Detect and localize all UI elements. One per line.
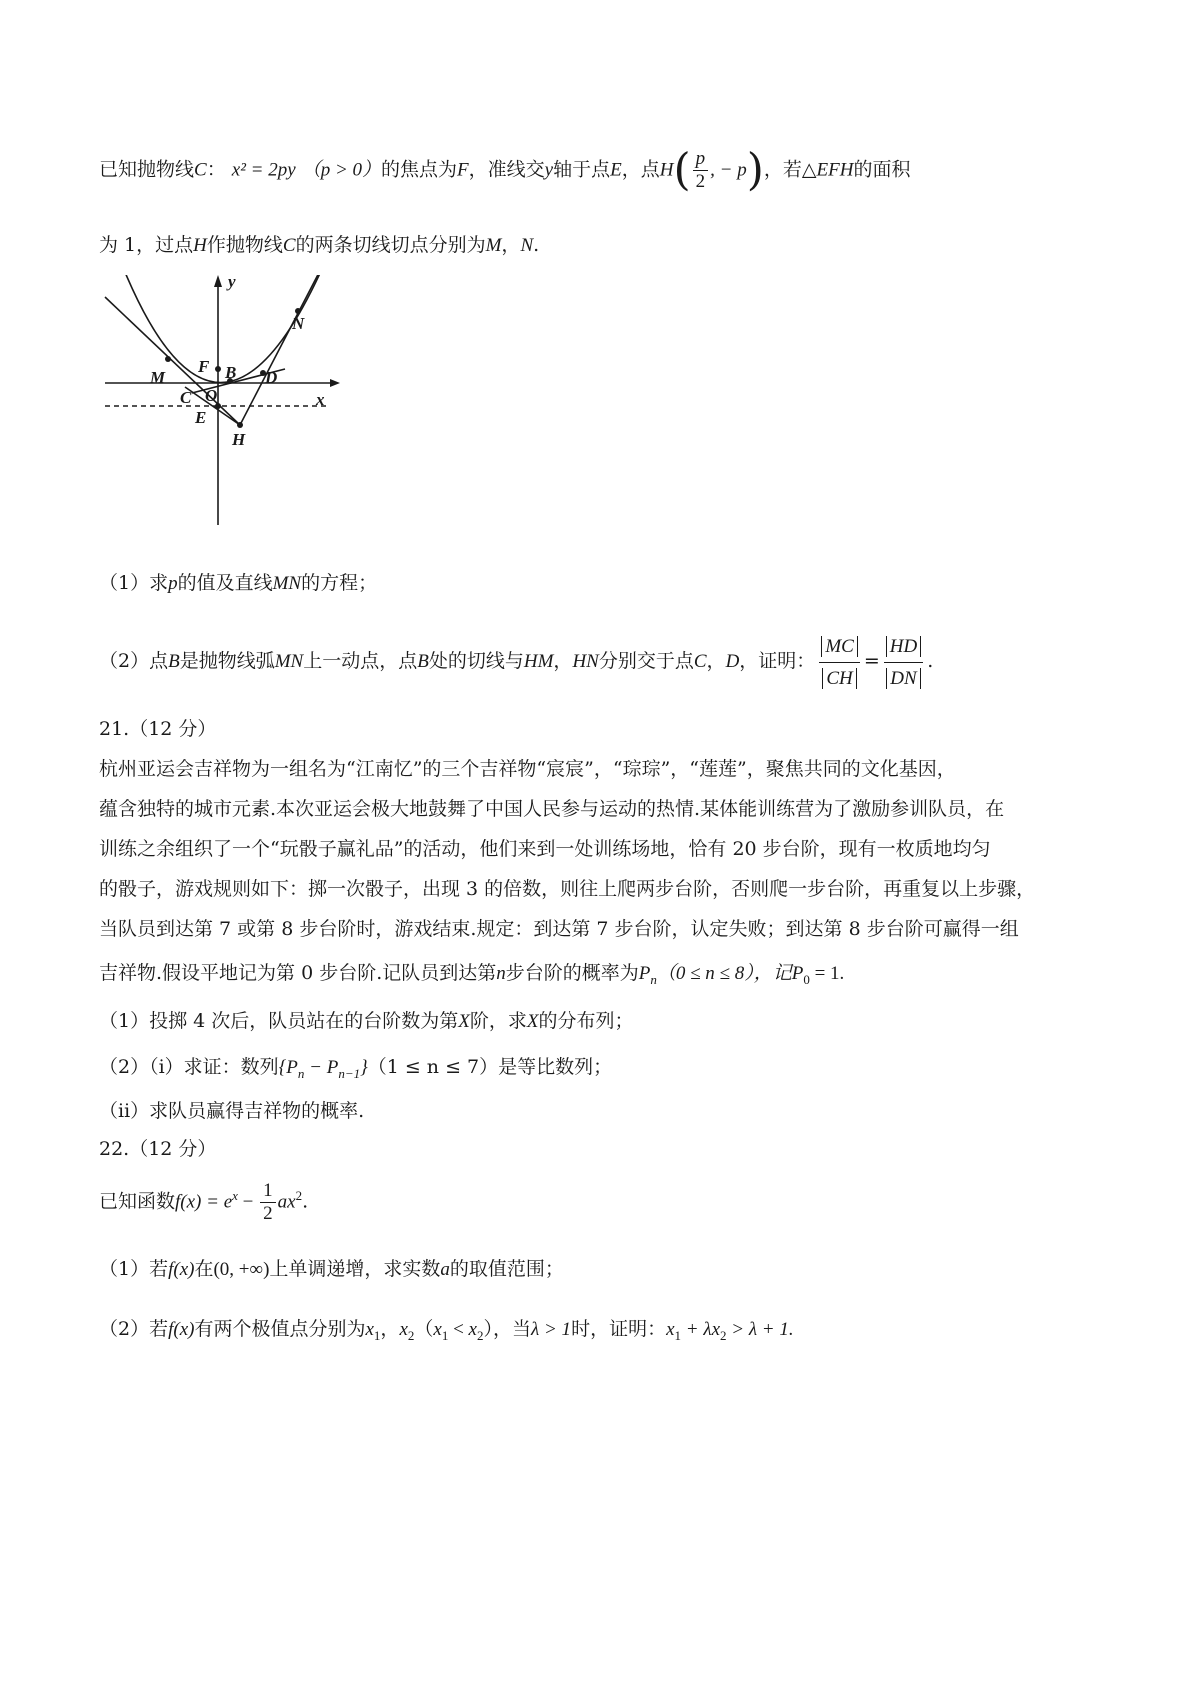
problem21-paragraph-line6: 吉祥物.假设平地记为第 0 步台阶.记队员到达第n步台阶的概率为$P_n(0 \le n \le 8)$，记$P_0 = 1$.: [99, 962, 845, 987]
label-b: B: [225, 363, 237, 382]
point-f: [215, 366, 221, 372]
problem20-question1: （1）求p的值及直线MN的方程；: [99, 572, 378, 594]
y-axis-arrow: [214, 275, 222, 287]
one-half-fraction: $\frac{1}{2}$: [260, 1180, 276, 1225]
problem21-question2-ii: （ⅱ）求队员赢得吉祥物的概率.: [99, 1100, 365, 1122]
problem22-function: 已知函数$f(x) = e^x$ − $\frac{1}{2}$ $ax^2$.: [99, 1179, 309, 1224]
ratio-hd-dn: $\frac{HD}{DN}$: [884, 631, 923, 694]
label-c: C: [180, 388, 192, 407]
problem21-paragraph-line1: 杭州亚运会吉祥物为一组名为“江南忆”的三个吉祥物“宸宸”，“琮琮”，“莲莲”，聚焦共同的文化基因，: [99, 758, 956, 780]
label-n: N: [292, 314, 305, 333]
problem20-line2: 为 1，过点H作抛物线C的两条切线切点分别为M，N.: [99, 234, 540, 256]
tangent-line-hn: [240, 275, 324, 425]
label-m: M: [150, 368, 166, 387]
problem20-line1: 已知抛物线C： x² = 2py （p > 0）的焦点为F，准线交y轴于点E，点H( $\frac{p}{2}$ , − p)，若△EFH的面积: [99, 144, 911, 196]
problem21-paragraph-line5: 当队员到达第 7 或第 8 步台阶时，游戏结束.规定：到达第 7 步台阶，认定失败；到达第 8 步台阶可赢得一组: [99, 918, 1019, 940]
problem21-paragraph-line2: 蕴含独特的城市元素.本次亚运会极大地鼓舞了中国人民参与运动的热情.某体能训练营为了激励参训队员，在: [99, 798, 1005, 820]
label-d: D: [265, 368, 278, 387]
label-h: H: [232, 430, 246, 449]
point-m: [165, 356, 171, 362]
problem22-question2: （2）若f(x)有两个极值点分别为$x_1$，$x_2(x_1 < x_2)$，当λ > 1时，证明：$x_1 + \lambda x_2 > \lambda + 1$.: [99, 1318, 794, 1343]
label-e: E: [195, 408, 207, 427]
label-f: F: [198, 357, 210, 376]
problem21-paragraph-line3: 训练之余组织了一个“玩骰子赢礼品”的活动，他们来到一处训练场地，恰有 20 步台阶，现有一枚质地均匀: [99, 838, 991, 860]
problem21-header: 21.（12 分）: [99, 718, 217, 740]
ratio-mc-ch: $\frac{MC}{CH}$: [819, 631, 860, 694]
point-h-fraction: $\frac{p}{2}$: [693, 148, 709, 193]
label-o: O: [205, 386, 218, 405]
x-axis-arrow: [330, 379, 340, 387]
label-y: y: [228, 275, 236, 291]
point-h: [237, 422, 243, 428]
problem21-paragraph-line4: 的骰子，游戏规则如下：掷一次骰子，出现 3 的倍数，则往上爬两步台阶，否则爬一步台阶，再重复以上步骤，: [99, 878, 1036, 900]
parabola-figure: [100, 275, 350, 535]
label-x: x: [316, 390, 325, 409]
problem22-question1: （1）若f(x)在(0, +∞)上单调递增，求实数a的取值范围；: [99, 1258, 564, 1280]
problem20-question2: （2）点B是抛物线弧MN上一动点，点B处的切线与HM，HN分别交于点C，D，证明： $\frac{MC}{CH}$ = $\frac{HD}{DN}$ .: [99, 628, 933, 695]
problem21-question1: （1）投掷 4 次后，队员站在的台阶数为第X阶，求X的分布列；: [99, 1010, 634, 1032]
parabola-equation: x² = 2py: [231, 159, 296, 181]
problem22-header: 22.（12 分）: [99, 1138, 217, 1160]
problem21-question2-i: （2）（ⅰ）求证：数列$\{P_n - P_{n-1}\}(1 \le n \le 7)$是等比数列；: [99, 1056, 613, 1081]
